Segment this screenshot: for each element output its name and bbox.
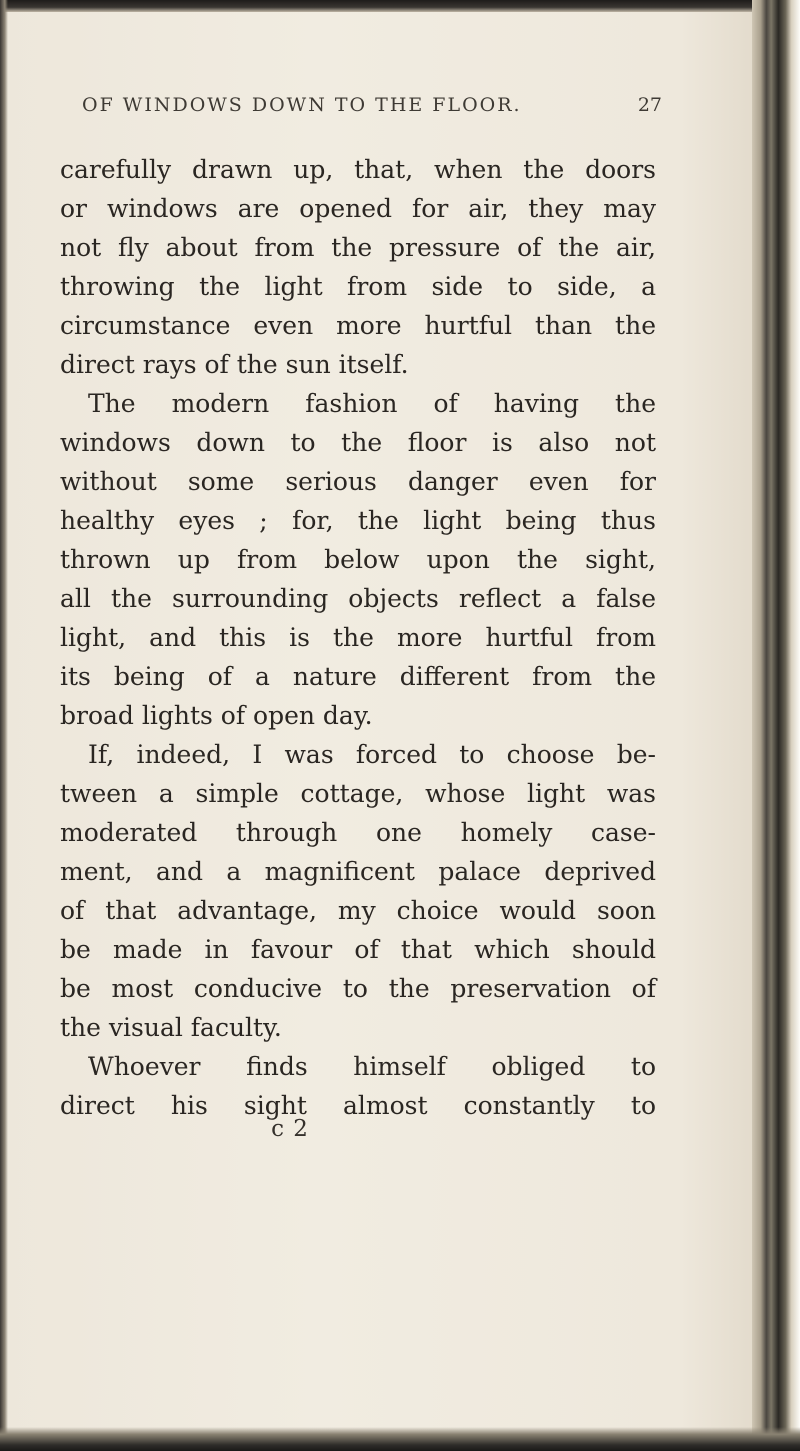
- text-line: tween a simple cottage, whose light was: [60, 779, 656, 808]
- text-line: moderated through one homely case-: [60, 818, 656, 847]
- text-line: ment, and a magnificent palace deprived: [60, 857, 656, 886]
- text-line: direct rays of the sun itself.: [60, 350, 409, 379]
- text-line: Whoever finds himself obliged to: [88, 1052, 656, 1081]
- text-line: windows down to the floor is also not: [60, 428, 656, 457]
- text-line: be most conducive to the preservation of: [60, 974, 656, 1003]
- text-line: healthy eyes ; for, the light being thus: [60, 506, 656, 535]
- text-line: If, indeed, I was forced to choose be-: [88, 740, 656, 769]
- text-line: broad lights of open day.: [60, 701, 373, 730]
- text-line: light, and this is the more hurtful from: [60, 623, 656, 652]
- running-head-title: OF WINDOWS DOWN TO THE FLOOR.: [82, 94, 522, 116]
- page-top-edge: [0, 0, 800, 12]
- text-line: direct his sight almost constantly to: [60, 1091, 656, 1120]
- text-line: all the surrounding objects reflect a false: [60, 584, 656, 613]
- text-line: its being of a nature different from the: [60, 662, 656, 691]
- running-head: [82, 94, 662, 116]
- book-binding: [752, 0, 800, 1451]
- page-left-edge: [0, 0, 8, 1451]
- text-line: be made in favour of that which should: [60, 935, 656, 964]
- text-line: not fly about from the pressure of the air,: [60, 233, 656, 262]
- page-number: 27: [637, 94, 662, 116]
- text-line: without some serious danger even for: [60, 467, 656, 496]
- text-line: The modern fashion of having the: [88, 389, 656, 418]
- page-bottom-edge: [0, 1427, 800, 1451]
- text-line: of that advantage, my choice would soon: [60, 896, 656, 925]
- text-line: or windows are opened for air, they may: [60, 194, 656, 223]
- text-line: circumstance even more hurtful than the: [60, 311, 656, 340]
- text-line: thrown up from below upon the sight,: [60, 545, 656, 574]
- text-line: the visual faculty.: [60, 1013, 282, 1042]
- signature-mark: c 2: [271, 1116, 309, 1142]
- body-text: [60, 150, 656, 1125]
- text-line: throwing the light from side to side, a: [60, 272, 656, 301]
- text-line: carefully drawn up, that, when the doors: [60, 155, 656, 184]
